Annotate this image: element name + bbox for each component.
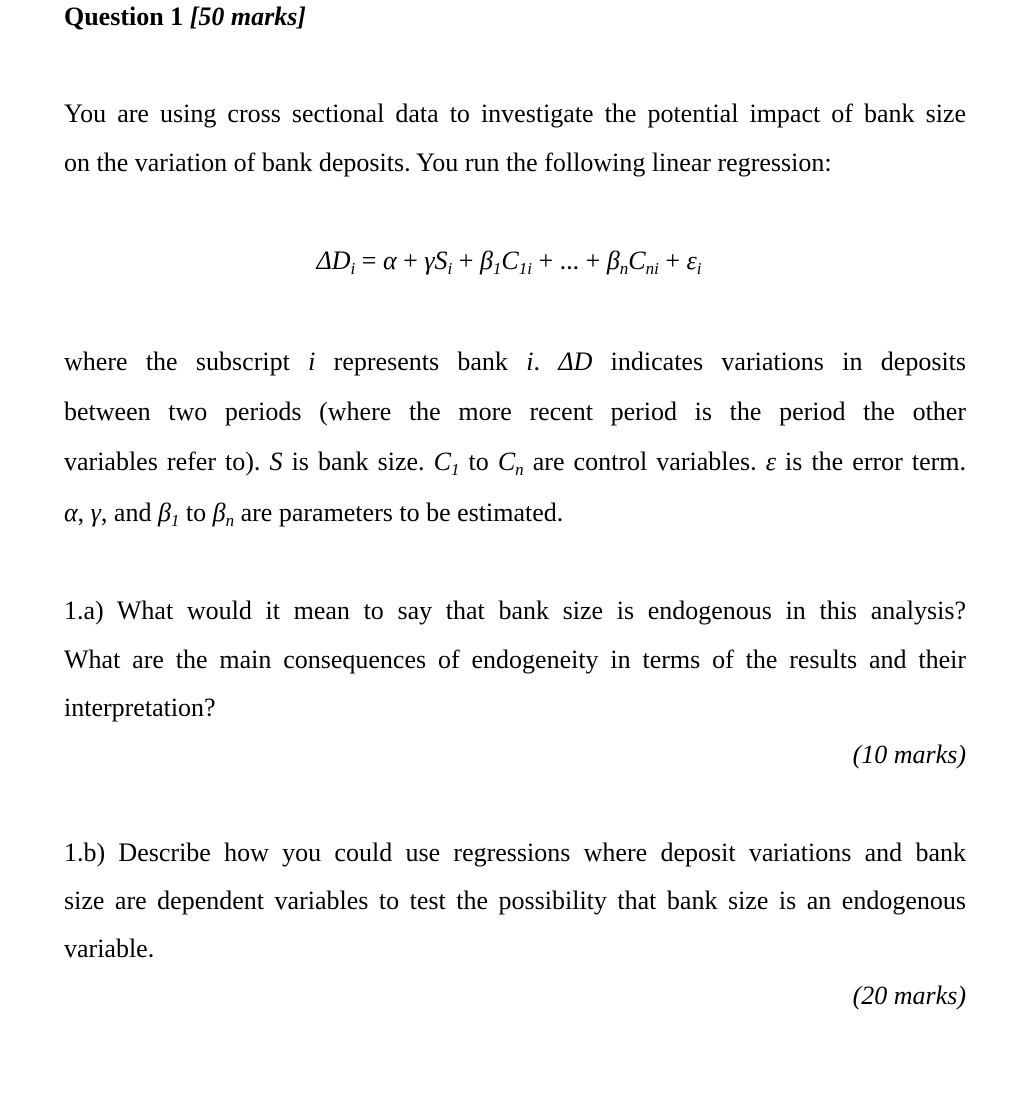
italic-S: S	[269, 447, 283, 476]
text: represents bank	[315, 347, 527, 376]
text: is the error term.	[775, 447, 967, 476]
question-title: Question 1	[64, 2, 184, 31]
part-b-marks: (20 marks)	[852, 981, 966, 1010]
delta-d: ΔD	[558, 347, 593, 376]
question-total-marks: [50 marks]	[189, 2, 306, 31]
sub-1: 1	[170, 511, 180, 530]
text: is bank size.	[282, 447, 434, 476]
italic-i: i	[526, 347, 534, 376]
regression-equation	[0, 246, 1028, 276]
eq-sub-i-2: i	[447, 259, 453, 278]
eq-plus-5: +	[658, 246, 687, 275]
text: to	[179, 498, 213, 527]
eq-beta-1: β	[479, 246, 493, 275]
italic-alpha: α	[64, 498, 78, 527]
intro-line-2: on the variation of bank deposits. You run the following linear regression:	[64, 148, 832, 177]
eq-gamma: γ	[424, 246, 435, 275]
part-a-line-3: interpretation?	[64, 693, 216, 722]
italic-beta: β	[157, 498, 171, 527]
text: ,	[77, 498, 91, 527]
eq-alpha: α	[382, 246, 397, 275]
eq-delta: Δ	[316, 246, 332, 275]
explanation-line-1	[64, 345, 966, 379]
part-a-line-2: What are the main consequences of endogeneity in terms of the results and their	[64, 645, 966, 674]
eq-D: D	[331, 246, 351, 275]
eq-S: S	[434, 246, 448, 275]
eq-plus-3: +	[531, 246, 560, 275]
text: are control variables.	[523, 447, 766, 476]
eq-plus-2: +	[452, 246, 480, 275]
eq-sub-1: 1	[492, 259, 502, 278]
text: variables refer to).	[64, 447, 270, 476]
explanation-line-2: between two periods (where the more recent period is the period the other	[64, 397, 966, 426]
explanation-line-4	[64, 496, 966, 530]
eq-beta-n: β	[606, 246, 620, 275]
text: to	[459, 447, 498, 476]
text: , and	[100, 498, 158, 527]
sub-n: n	[225, 511, 235, 530]
italic-C: C	[497, 447, 516, 476]
part-b-line-1: 1.b) Describe how you could use regressions where deposit variations and bank	[64, 838, 966, 867]
part-b-line-2: size are dependent variables to test the possibility that bank size is an endogenous	[64, 886, 966, 915]
eq-equals: =	[355, 246, 383, 275]
italic-i: i	[308, 347, 316, 376]
eq-sub-i-3: i	[696, 259, 702, 278]
part-a-line-1: 1.a) What would it mean to say that bank size is endogenous in this analysis?	[64, 596, 966, 625]
italic-gamma: γ	[90, 498, 101, 527]
text: are parameters to be estimated.	[234, 498, 564, 527]
sub-n: n	[515, 460, 524, 479]
question-heading	[64, 2, 306, 32]
part-b-line-3: variable.	[64, 934, 155, 963]
eq-sub-i: i	[350, 259, 356, 278]
eq-C-n: C	[628, 246, 646, 275]
italic-C: C	[433, 447, 451, 476]
eq-plus-4: +	[585, 246, 607, 275]
eq-C-1: C	[501, 246, 519, 275]
text: where the subscript	[64, 347, 309, 376]
eq-epsilon: ε	[686, 246, 697, 275]
eq-sub-n: n	[619, 259, 629, 278]
eq-sub-1i: 1i	[518, 259, 532, 278]
sub-1: 1	[450, 460, 460, 479]
eq-sub-ni: ni	[645, 259, 659, 278]
eq-dots: ...	[559, 246, 586, 275]
intro-line-1: You are using cross sectional data to investigate the potential impact of bank size	[64, 99, 966, 128]
text: indicates variations in deposits	[592, 347, 967, 376]
explanation-line-3	[64, 445, 966, 479]
part-a-marks: (10 marks)	[852, 740, 966, 769]
italic-beta: β	[212, 498, 226, 527]
text: .	[533, 347, 559, 376]
eq-plus-1: +	[396, 246, 425, 275]
italic-epsilon: ε	[765, 447, 776, 476]
